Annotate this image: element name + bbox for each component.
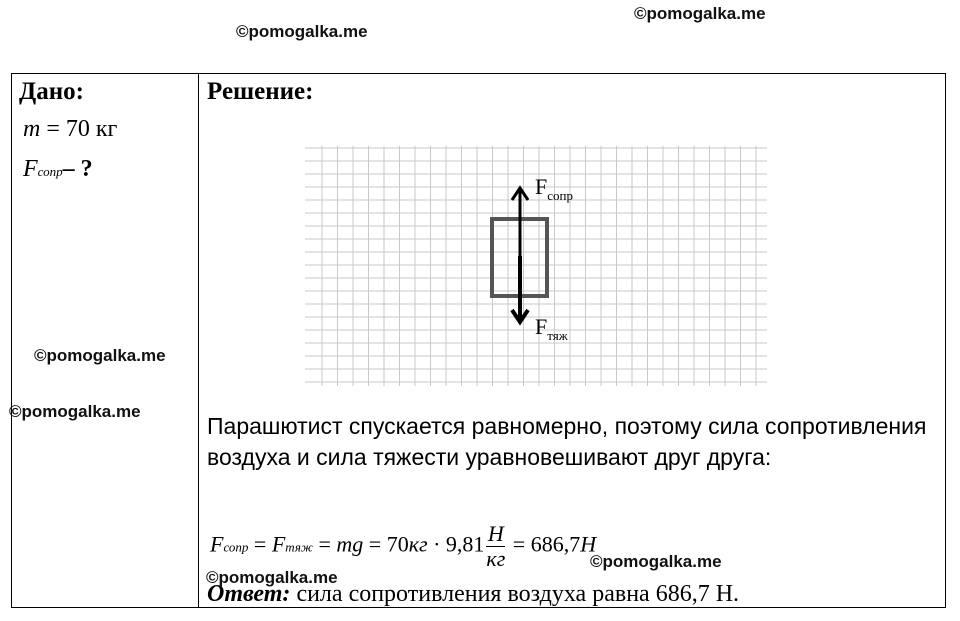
column-divider	[198, 74, 199, 607]
answer-text: сила сопротивления воздуха равна 686,7 Н.	[290, 581, 740, 607]
force-diagram	[297, 144, 772, 389]
formula-eq1: =	[248, 531, 272, 557]
mass-symbol: m	[23, 116, 41, 142]
solution-table	[11, 73, 946, 608]
watermark: ©pomogalka.me	[9, 402, 141, 421]
resistance-label: $F_{сопр}$	[535, 174, 573, 203]
formula-n: Н	[580, 531, 597, 557]
watermark: ©pomogalka.me	[634, 4, 766, 23]
answer-label: Ответ:	[207, 581, 291, 607]
watermark: ©pomogalka.me	[590, 552, 722, 571]
fraction-numerator: Н	[487, 521, 504, 546]
formula-eq3: = 70	[363, 531, 409, 557]
explanation-text: Парашютист спускается равномерно, поэтому сила сопротивления воздуха и сила тяжести уравновешивают друг друга:	[207, 413, 927, 470]
mass-value: = 70 кг	[46, 116, 118, 142]
formula-eq2: =	[312, 531, 337, 557]
formula-f2-sub: тяж	[285, 539, 313, 555]
formula-f2: F	[271, 531, 286, 557]
gravity-label: $F_{тяж}$	[535, 314, 568, 343]
formula-f1-sub: сопр	[223, 539, 249, 555]
watermark: ©pomogalka.me	[206, 568, 338, 587]
formula-kg: кг	[408, 531, 428, 557]
force-question: – ?	[62, 156, 93, 182]
watermark: ©pomogalka.me	[34, 346, 166, 365]
formula-mg: mg	[336, 531, 364, 557]
force-subscript: сопр	[37, 164, 63, 179]
formula-eq4: = 686,7	[507, 531, 581, 557]
solution-heading: Решение:	[207, 78, 314, 105]
given-heading: Дано:	[19, 78, 84, 105]
given-unknown	[23, 156, 93, 183]
formula-f1: F	[210, 531, 224, 557]
formula-dot: · 9,81	[427, 531, 485, 557]
formula-fraction	[486, 522, 505, 571]
watermark: ©pomogalka.me	[236, 22, 368, 41]
fraction-denominator: кг	[486, 546, 506, 571]
force-symbol: F	[23, 156, 38, 182]
given-mass	[23, 116, 117, 143]
